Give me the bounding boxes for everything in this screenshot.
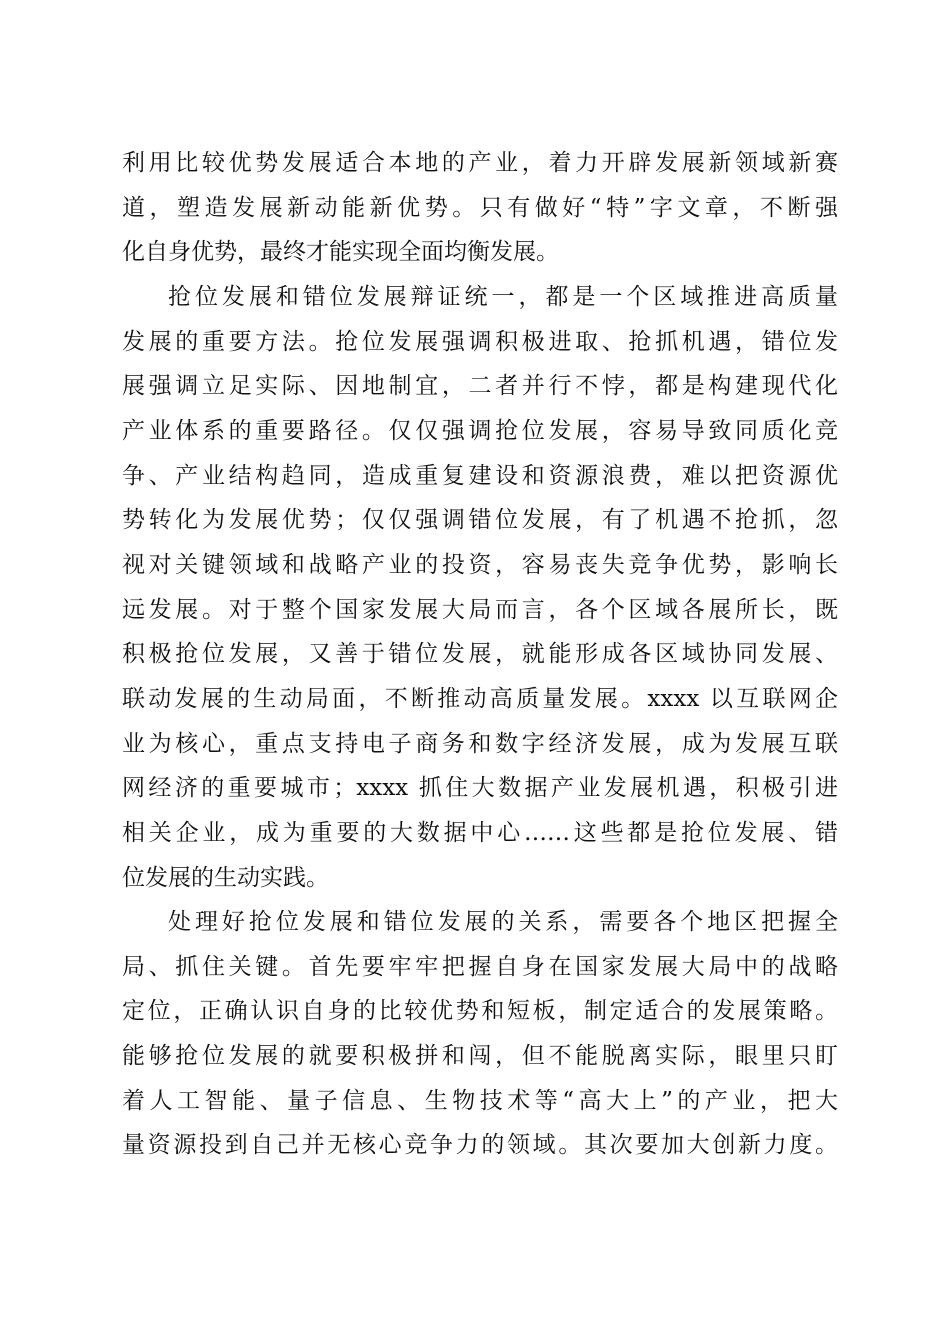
text-line: 争、产业结构趋同，造成重复建设和资源浪费，难以把资源优 (122, 462, 838, 489)
text-line: 展强调立足实际、因地制宜，二者并行不悖，都是构建现代化 (122, 373, 838, 400)
text-line: 利用比较优势发展适合本地的产业，着力开辟发展新领域新赛 (122, 150, 838, 176)
text-line: 视对关键领域和战略产业的投资，容易丧失竞争优势，影响长 (122, 551, 838, 578)
text-line: 产业体系的重要路径。仅仅强调抢位发展，容易导致同质化竞 (122, 417, 838, 444)
text-line: 发展的重要方法。抢位发展强调积极进取、抢抓机遇，错位发 (122, 328, 838, 355)
text-line: 网经济的重要城市；xxxx 抓住大数据产业发展机遇，积极引进 (122, 775, 838, 802)
text-line: 定位，正确认识自身的比较优势和短板，制定适合的发展策略。 (122, 998, 838, 1025)
text-line: 相关企业，成为重要的大数据中心……这些都是抢位发展、错 (122, 819, 838, 846)
text-line: 积极抢位发展，又善于错位发展，就能形成各区域协同发展、 (122, 641, 838, 668)
text-line: 道，塑造发展新动能新优势。只有做好“特”字文章，不断强 (122, 194, 838, 221)
text-line: 势转化为发展优势；仅仅强调错位发展，有了机遇不抢抓，忽 (122, 507, 838, 534)
text-line: 处理好抢位发展和错位发展的关系，需要各个地区把握全 (168, 909, 838, 936)
text-line: 局、抓住关键。首先要牢牢把握自身在国家发展大局中的战略 (122, 953, 838, 980)
text-line: 远发展。对于整个国家发展大局而言，各个区域各展所长，既 (122, 596, 838, 623)
text-line: 位发展的生动实践。 (122, 864, 329, 891)
text-line: 能够抢位发展的就要积极拼和闯，但不能脱离实际，眼里只盯 (122, 1043, 838, 1070)
text-line: 业为核心，重点支持电子商务和数字经济发展，成为发展互联 (122, 730, 838, 757)
text-line: 化自身优势，最终才能实现全面均衡发展。 (122, 239, 559, 266)
text-line: 量资源投到自己并无核心竞争力的领域。其次要加大创新力度。 (122, 1132, 838, 1159)
text-line: 联动发展的生动局面，不断推动高质量发展。xxxx 以互联网企 (122, 685, 838, 712)
text-line: 抢位发展和错位发展辩证统一，都是一个区域推进高质量 (168, 283, 838, 310)
text-line: 着人工智能、量子信息、生物技术等“高大上”的产业，把大 (122, 1087, 838, 1114)
document-body (122, 141, 838, 1168)
